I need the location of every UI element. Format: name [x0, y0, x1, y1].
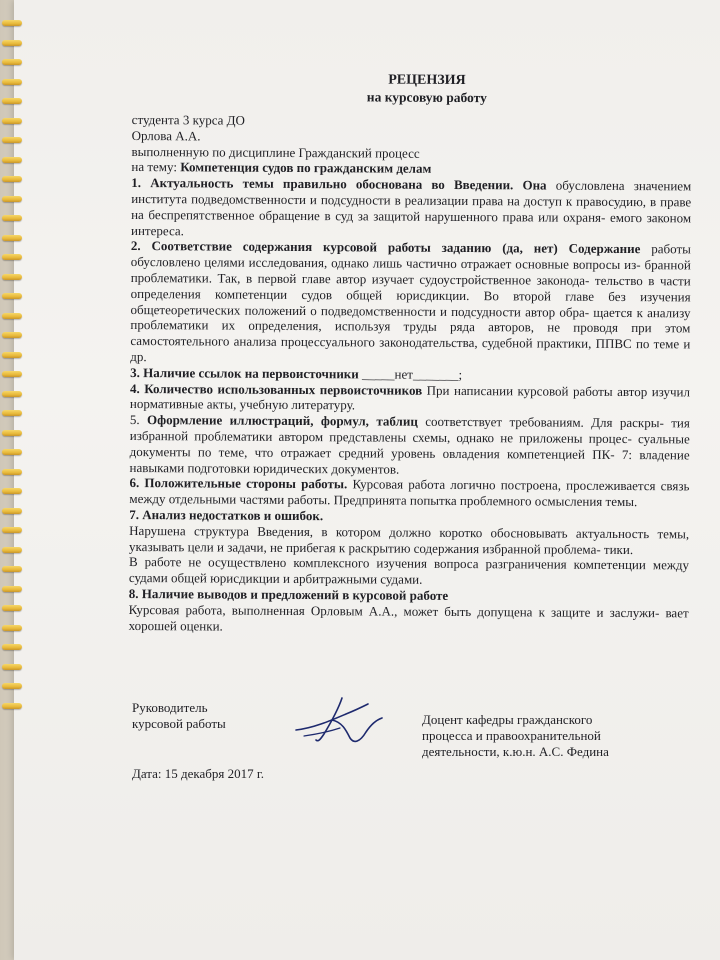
section-5-text: соответствует требованиям. Для раскры- тия избранной проблематики автором представлены схемы, однако не приложены процес- суальные документы по теме, что отражает средний уровень овладения компетенцией ПК- 7: владение навыками подготовки юридических документов.	[129, 413, 690, 477]
binding-ring	[2, 703, 22, 709]
binding-ring	[2, 644, 22, 650]
binding-ring	[2, 196, 22, 202]
topic-prefix: на тему:	[131, 159, 181, 175]
binding-ring	[2, 157, 22, 163]
section-2-title: 2. Соответствие содержания курсовой работы заданию (да, нет) Содержание	[130, 238, 641, 257]
binding-ring	[2, 254, 22, 260]
supervisor-label	[132, 700, 226, 732]
section-8-title-text: 8. Наличие выводов и предложений в курсовой работе	[128, 585, 449, 603]
binding-ring	[2, 449, 22, 455]
section-2	[130, 238, 691, 368]
signature-block	[132, 700, 672, 790]
binding-ring	[2, 605, 22, 611]
topic-title: Компетенция судов по гражданским делам	[180, 159, 432, 177]
page-subtitle: на курсовую работу	[366, 89, 487, 106]
section-3-title: 3. Наличие ссылок на первоисточники	[130, 364, 359, 382]
binding-ring	[2, 508, 22, 514]
binding-ring	[2, 410, 22, 416]
binding-ring	[2, 79, 22, 85]
section-7-text-2: В работе не осуществлено комплексного изучения вопроса разграничения компетенции между судами общей юрисдикции и арбитражными судами.	[128, 554, 690, 587]
binding-ring	[2, 371, 22, 377]
section-5-number: 5.	[129, 412, 148, 428]
binding-ring	[2, 430, 22, 436]
binding-ring	[2, 683, 22, 689]
binding-ring	[2, 547, 22, 553]
binding-ring	[2, 313, 22, 319]
section-4-title: 4. Количество использованных первоисточников	[130, 380, 423, 398]
section-2-text: работы обусловлено целями исследования, однако лишь частично отражает основные вопросы из- бранной проблематики. Так, в первой главе автор изучает судоустройственное законода- тельство в части определения компетенции судов общей юрисдикции. Во второй главе без изучения общетеоретических положений о подведомственности и подсудности автор обра- щается к анализу проблематики их определения, используя труды ряда авторов, не проводя при этом самостоятельного анализа процессуального законодательства, судебной практики, ППВС по теме и др.	[130, 241, 691, 365]
binding-ring	[2, 586, 22, 592]
binding-ring	[2, 488, 22, 494]
page-title: РЕЦЕНЗИЯ	[388, 72, 466, 89]
binding-ring	[2, 215, 22, 221]
section-5	[130, 412, 690, 479]
binding-ring	[2, 235, 22, 241]
student-course-line: студента 3 курса ДО	[131, 111, 245, 128]
binding-ring	[2, 293, 22, 299]
binding-ring	[2, 20, 22, 26]
section-5-title: Оформление иллюстраций, формул, таблиц	[146, 412, 418, 429]
binding-ring	[2, 118, 22, 124]
supervisor-label-line-1: Руководитель	[132, 700, 208, 715]
binding-ring	[2, 625, 22, 631]
binding-ring	[2, 98, 22, 104]
binding-ring	[2, 332, 22, 338]
binding-ring	[2, 176, 22, 182]
binding-ring	[2, 469, 22, 475]
supervisor-label-line-2: курсовой работы	[132, 716, 226, 731]
section-3-text: _____нет_______;	[358, 366, 463, 382]
binding-ring	[2, 40, 22, 46]
supervisor-position-line-3: деятельности, к.ю.н. А.С. Федина	[422, 744, 609, 759]
binding-ring	[2, 527, 22, 533]
handwritten-signature	[284, 690, 394, 750]
binding-ring	[2, 352, 22, 358]
binding-ring	[2, 664, 22, 670]
discipline-line: выполненную по дисциплине Гражданский процесс	[131, 143, 420, 161]
supervisor-position-line-1: Доцент кафедры гражданского	[422, 712, 593, 727]
review-body	[129, 70, 692, 637]
student-name-line: Орлова А.А.	[131, 127, 201, 144]
binding-ring	[2, 59, 22, 65]
supervisor-position-line-2: процесса и правоохранительной	[422, 728, 601, 743]
section-6-text: Курсовая работа логично построена, прослеживается связь между отдельными частями работы. Предпринята попытка проблемного осмысления темы.	[129, 476, 690, 510]
section-1-text: обусловлена значением института подведомственности и подсудности в реализации права на доступ к правосудию, в праве на беспрепятственное обращение в суд за защитой нарушенного права или охраня- емого законом интереса.	[130, 177, 692, 238]
binding-ring	[2, 137, 22, 143]
binding-ring	[2, 566, 22, 572]
supervisor-position	[422, 712, 652, 760]
section-6-title: 6. Положительные стороны работы.	[129, 475, 348, 492]
section-1-title: 1. Актуальность темы правильно обоснована во Введении. Она	[131, 175, 547, 193]
section-6	[129, 475, 689, 510]
section-7-title-text: 7. Анализ недостатков и ошибок.	[129, 506, 324, 524]
section-8-text: Курсовая работа, выполненная Орловым А.А., может быть допущена к защите и заслужи- вает хорошей оценки.	[128, 601, 689, 634]
section-4	[130, 381, 690, 416]
document-page	[14, 0, 720, 960]
binding-ring	[2, 391, 22, 397]
review-date: Дата: 15 декабря 2017 г.	[132, 766, 265, 781]
binding-ring	[2, 274, 22, 280]
section-1	[131, 175, 691, 242]
spiral-binding	[0, 20, 24, 720]
section-4-text: При написании курсовой работы автор изучил нормативные акты, учебную литературу.	[129, 382, 691, 413]
section-7-text-1: Нарушена структура Введения, в котором должно коротко обосновывать актуальность темы, указывать цели и задачи, не прибегая к раскрытию содержания избранной проблема- тики.	[129, 522, 690, 557]
